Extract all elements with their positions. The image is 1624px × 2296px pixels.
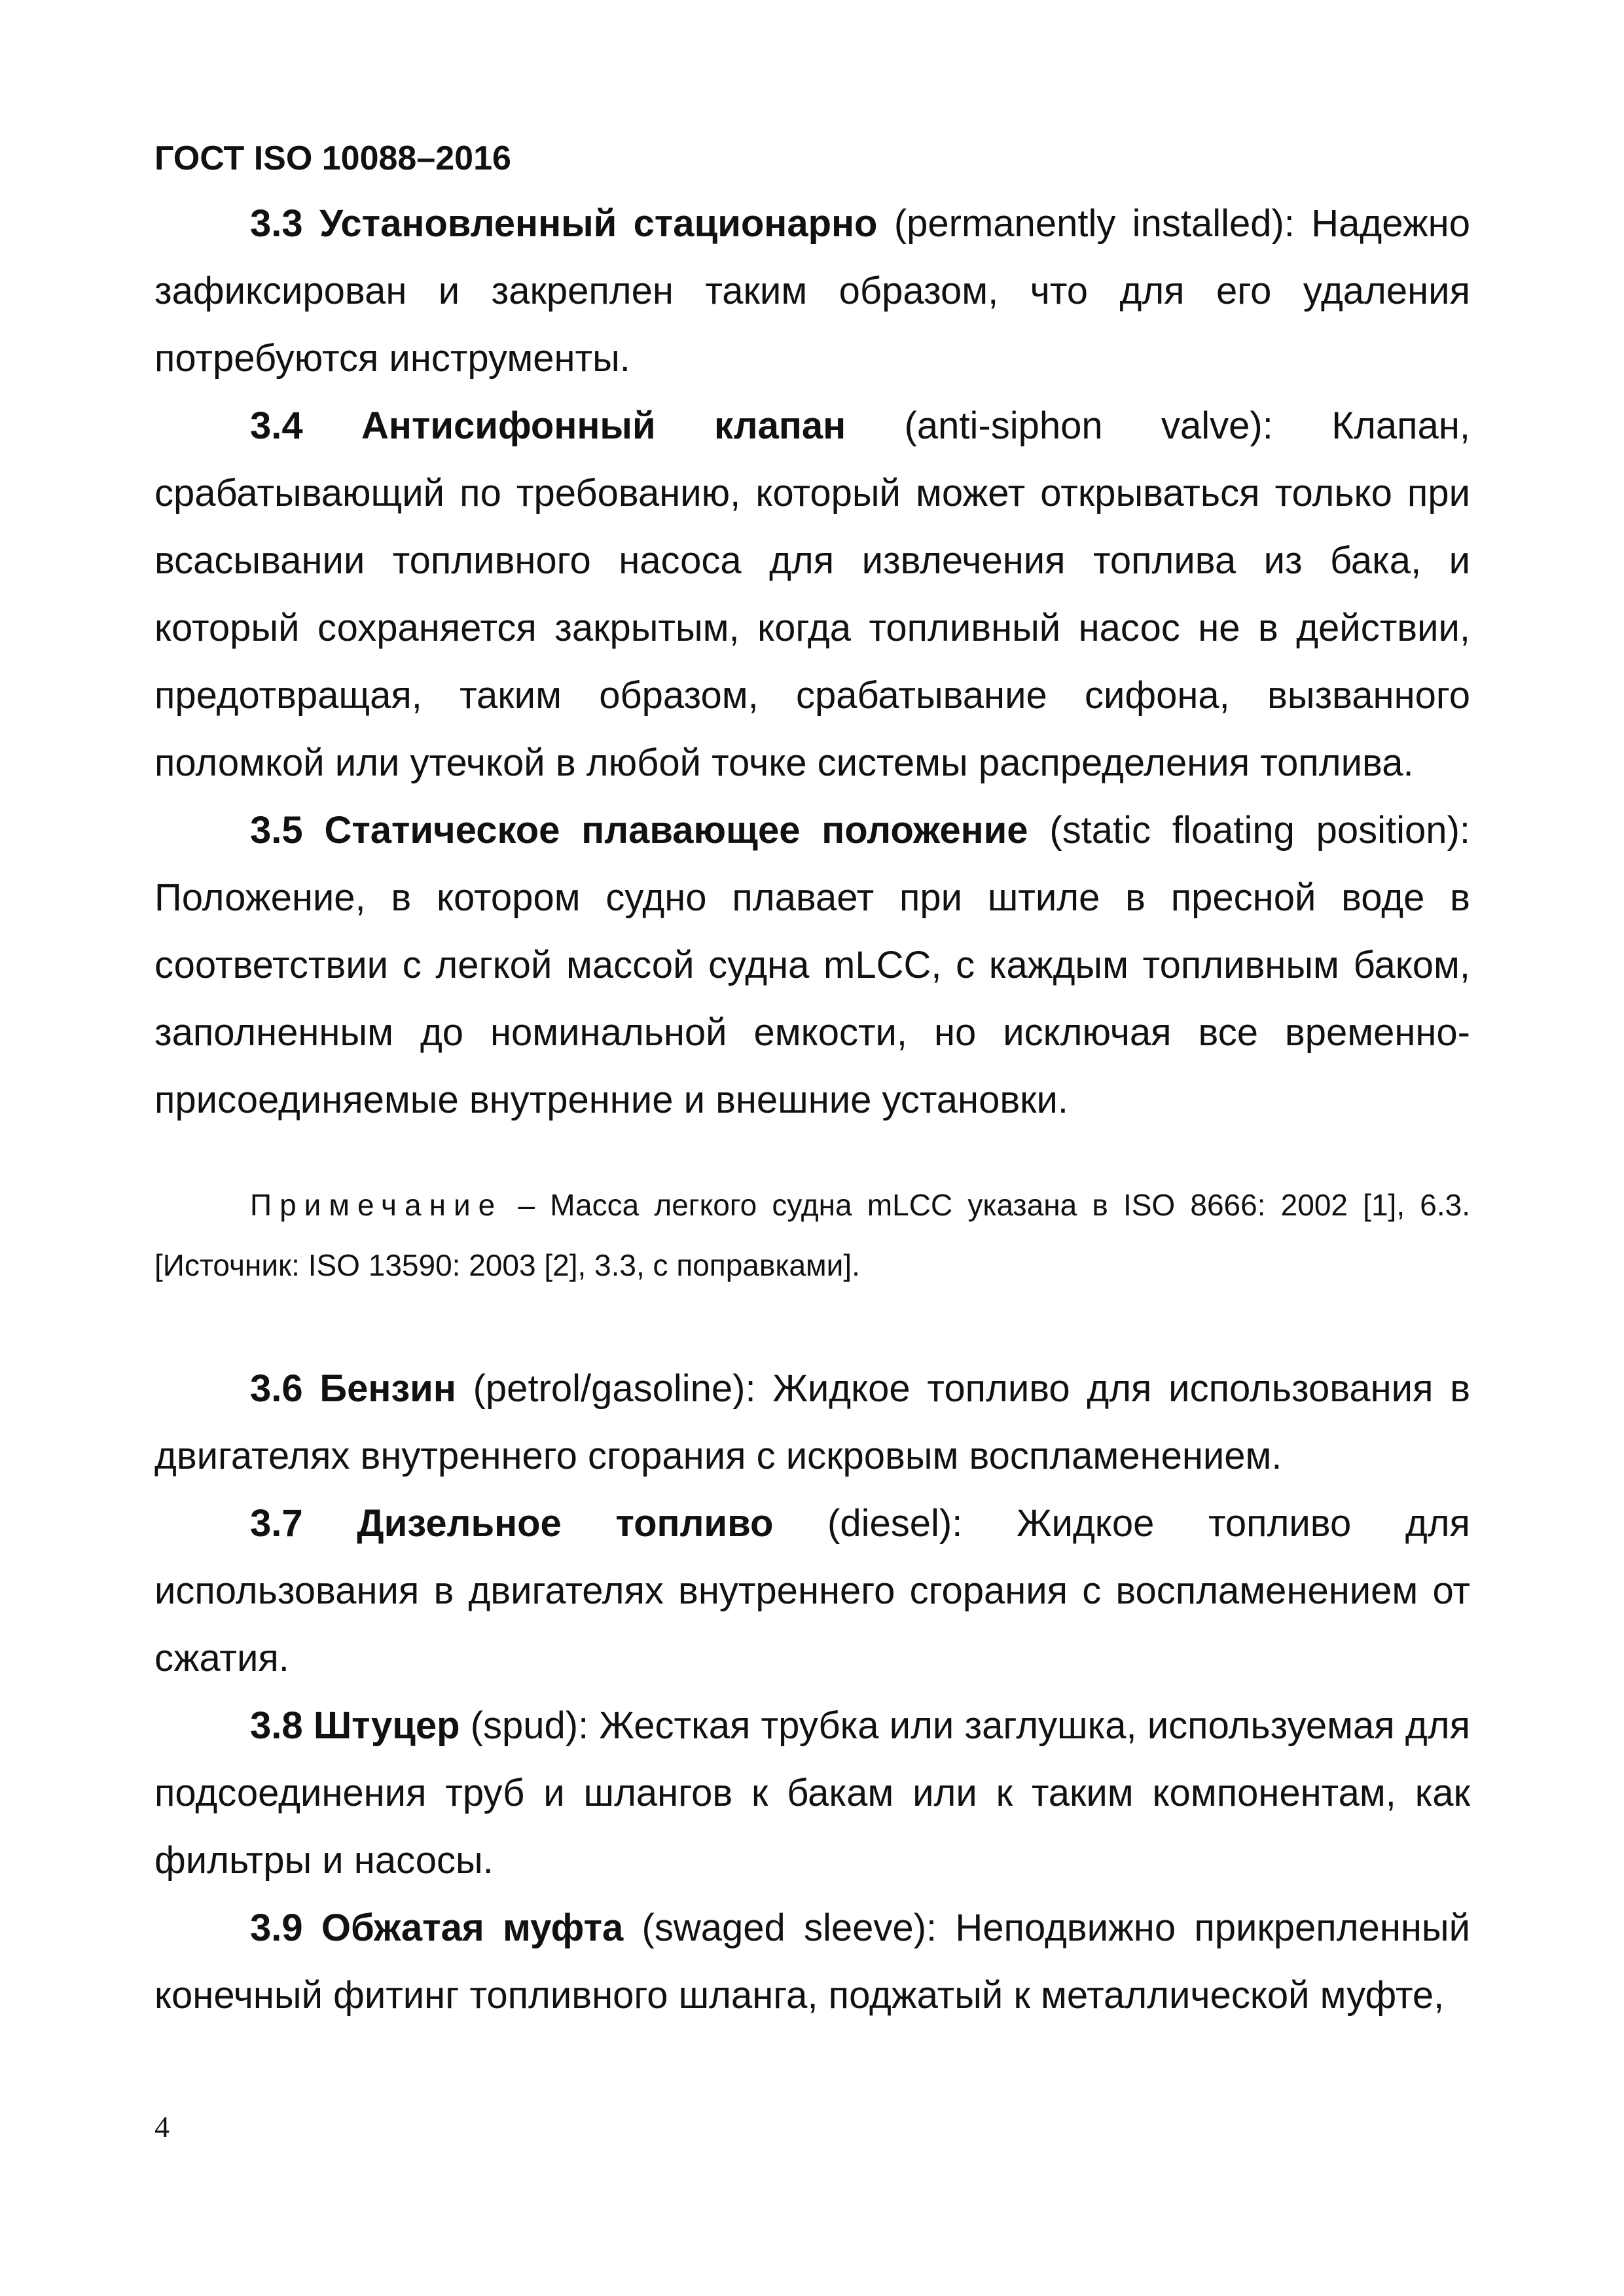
term-number: 3.3: [250, 202, 303, 245]
term-name: Дизельное топливо: [357, 1502, 774, 1545]
term-definition: Клапан, срабатывающий по требованию, который может открываться только при всасывании топливного насоса для извлечения топлива из бака, и который сохраняется закрытым, когда топливный насос не в действии, предотвращая, таким образом, срабатывание сифона, вызванного поломкой или утечкой в любой точке системы распределения топлива.: [154, 404, 1470, 784]
term-definition: Надежно зафиксирован и закреплен таким образом, что для его удаления потребуются инструменты.: [154, 202, 1470, 380]
term-name: Обжатая муфта: [321, 1907, 624, 1949]
page-number: 4: [154, 2110, 170, 2144]
term-name: Статическое плавающее положение: [324, 809, 1028, 852]
term-3-4: [154, 392, 1470, 797]
term-number: 3.9: [250, 1907, 303, 1949]
note-text: – Масса легкого судна mLCC указана в ISO 8666: 2002 [1], 6.3. [Источник: ISO 13590: 2003 [2], 3.3, с поправками].: [154, 1188, 1471, 1282]
term-number: 3.6: [250, 1367, 303, 1410]
term-english: (spud):: [470, 1704, 589, 1747]
term-definition: Жидкое топливо для использования в двигателях внутреннего сгорания с искровым воспламенением.: [154, 1367, 1471, 1477]
term-english: (swaged sleeve):: [641, 1907, 937, 1949]
term-name: Бензин: [319, 1367, 456, 1410]
term-3-3: [154, 190, 1470, 392]
note-paragraph: [154, 1175, 1470, 1295]
term-name: Установленный стационарно: [319, 202, 878, 245]
term-3-5: [154, 797, 1470, 1134]
term-english: (petrol/gasoline):: [473, 1367, 756, 1410]
term-english: (static floating position):: [1049, 809, 1470, 852]
term-definition: Жесткая трубка или заглушка, используемая для подсоединения труб и шлангов к бакам или к таким компонентам, как фильтры и насосы.: [154, 1704, 1470, 1882]
note-label: Примечание: [250, 1188, 503, 1222]
term-english: (diesel):: [827, 1502, 963, 1545]
term-english: (permanently installed):: [893, 202, 1295, 245]
term-number: 3.4: [250, 404, 303, 447]
term-number: 3.7: [250, 1502, 303, 1545]
term-3-7: [154, 1490, 1470, 1692]
terms-block-1: [154, 190, 1470, 1134]
term-name: Антисифонный клапан: [361, 404, 846, 447]
term-definition: Жидкое топливо для использования в двигателях внутреннего сгорания с воспламенением от сжатия.: [154, 1502, 1470, 1679]
term-definition: Положение, в котором судно плавает при штиле в пресной воде в соответствии с легкой массой судна mLCC, с каждым топливным баком, заполненным до номинальной емкости, но исключая все временно-присоединяемые внутренние и внешние установки.: [154, 876, 1470, 1121]
terms-block-2: [154, 1355, 1470, 2029]
note-block: [154, 1175, 1470, 1295]
term-definition: Неподвижно прикрепленный конечный фитинг топливного шланга, поджатый к металлической муфте,: [154, 1907, 1470, 2017]
term-3-6: [154, 1355, 1470, 1490]
standard-header: ГОСТ ISO 10088–2016: [154, 139, 511, 177]
term-3-8: [154, 1692, 1470, 1894]
term-3-9: [154, 1894, 1470, 2029]
term-english: (anti-siphon valve):: [904, 404, 1273, 447]
term-number: 3.8: [250, 1704, 303, 1747]
term-name: Штуцер: [313, 1704, 460, 1747]
term-number: 3.5: [250, 809, 303, 852]
